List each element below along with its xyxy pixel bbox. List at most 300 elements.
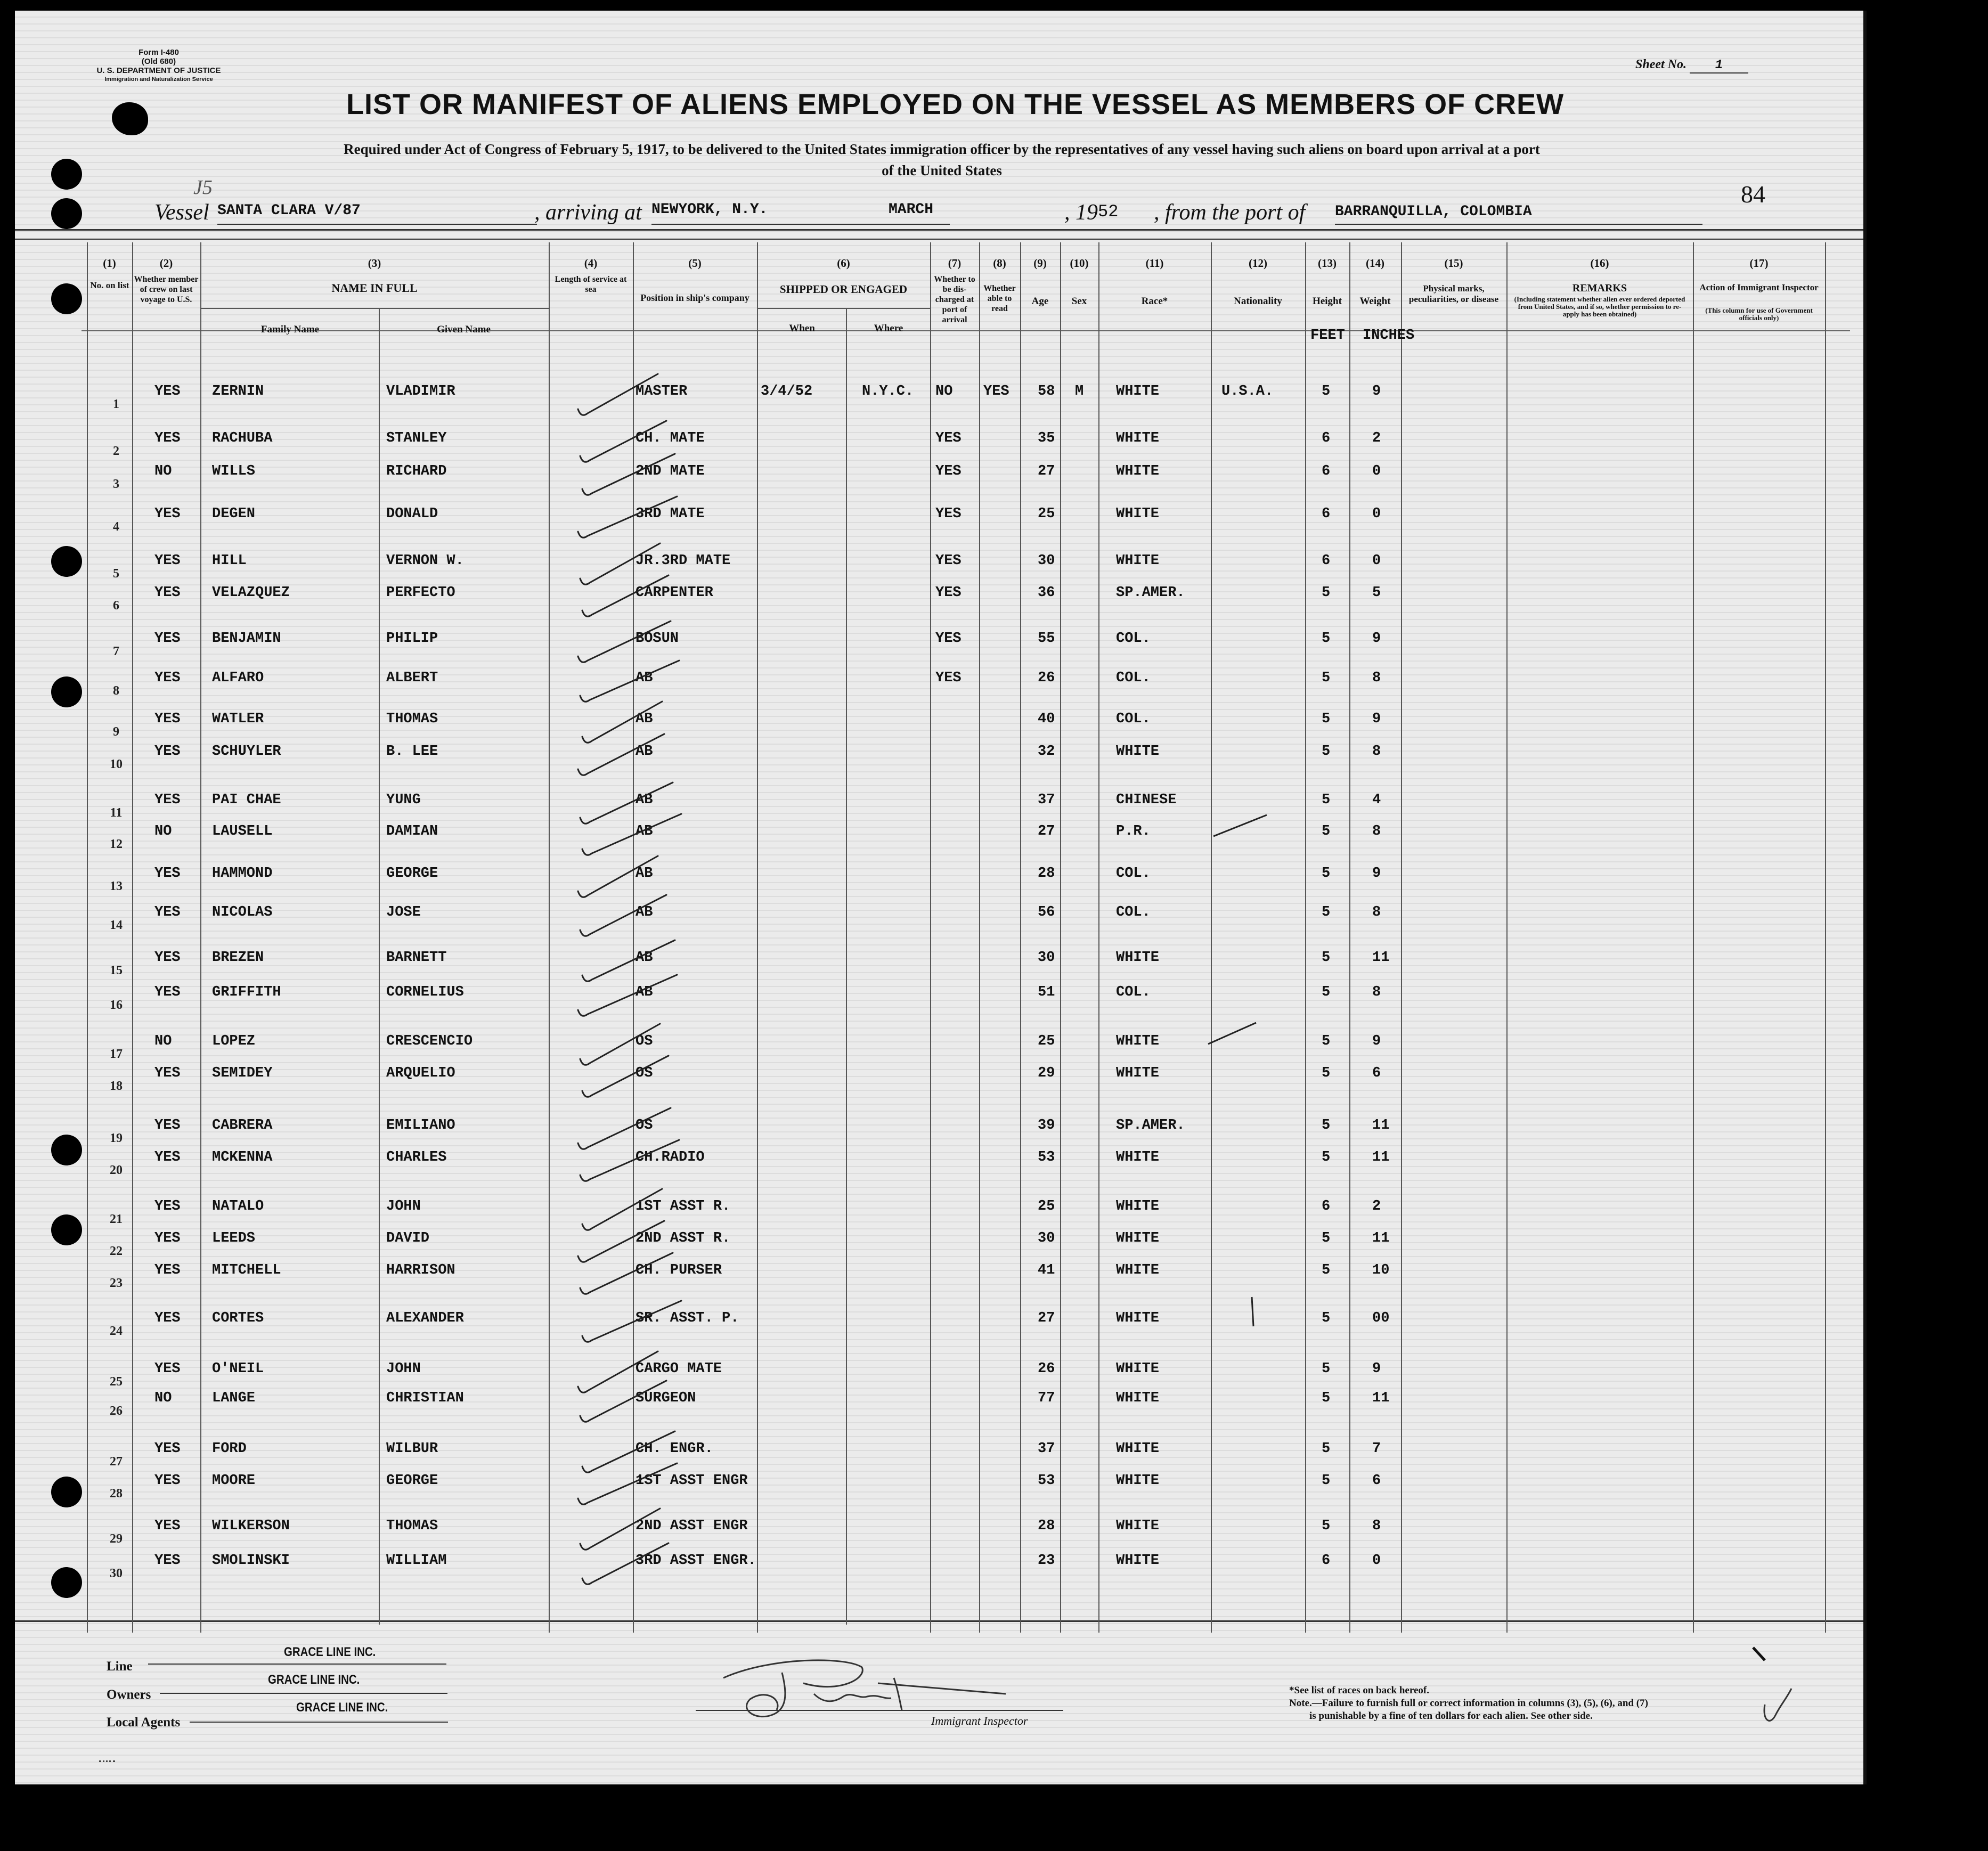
position: AB: [635, 904, 653, 920]
crew-row: [15, 1553, 1863, 1586]
position: CH. PURSER: [635, 1262, 722, 1278]
form-number: Form I-480: [138, 48, 179, 57]
race: WHITE: [1116, 1518, 1160, 1534]
weight-inches: 2: [1372, 1198, 1381, 1214]
race: CHINESE: [1116, 792, 1177, 808]
weight-inches: 5: [1372, 585, 1381, 601]
owners-underline: [160, 1693, 447, 1694]
crew-row: [15, 463, 1863, 496]
position: 1ST ASST ENGR: [635, 1473, 748, 1489]
height-feet: 5: [1322, 1441, 1331, 1457]
service-check-mark: [578, 1351, 658, 1392]
row-number: 8: [113, 684, 119, 698]
family-name: O'NEIL: [212, 1361, 264, 1377]
given-name: THOMAS: [386, 1518, 438, 1534]
row-number: 22: [110, 1244, 123, 1258]
weight-inches: 4: [1372, 792, 1381, 808]
row-number: 16: [110, 998, 123, 1012]
able-to-read: YES: [983, 384, 1009, 399]
height-feet: 5: [1322, 670, 1331, 686]
crew-row: [15, 585, 1863, 618]
service-check-mark: [580, 782, 673, 823]
vessel-name: SANTA CLARA V/87: [217, 202, 361, 219]
form-department: U. S. DEPARTMENT OF JUSTICE: [96, 66, 221, 75]
col-head-able-to-read: Whether able to read: [983, 284, 1016, 313]
service-check-mark: [582, 575, 669, 616]
given-name: DAVID: [386, 1230, 430, 1246]
2-last-voyage: YES: [154, 866, 181, 882]
row-number: 26: [110, 1404, 123, 1418]
given-name: PERFECTO: [386, 585, 455, 601]
col-head-action: Action of Immigrant Inspector: [1699, 282, 1819, 292]
family-name: HILL: [212, 553, 247, 569]
local-agents-label: Local Agents: [107, 1715, 181, 1730]
age: 53: [1038, 1149, 1055, 1165]
weight-inches: 8: [1372, 904, 1381, 920]
height-feet: 5: [1322, 744, 1331, 760]
inches-label: INCHES: [1363, 328, 1415, 344]
2-last-voyage: YES: [154, 1553, 181, 1569]
row-number: 17: [110, 1047, 123, 1061]
height-feet: 5: [1322, 1310, 1331, 1326]
crew-row: [15, 553, 1863, 586]
discharged: YES: [935, 670, 962, 686]
age: 55: [1038, 631, 1055, 647]
age: 27: [1038, 823, 1055, 839]
age: 77: [1038, 1390, 1055, 1406]
family-name: PAI CHAE: [212, 792, 281, 808]
race: COL.: [1116, 904, 1151, 920]
given-name: CORNELIUS: [386, 984, 464, 1000]
weight-inches: 8: [1372, 744, 1381, 760]
service-check-mark: [580, 1253, 673, 1294]
weight-inches: 11: [1372, 950, 1390, 966]
family-name: MCKENNA: [212, 1149, 273, 1165]
margin-mark-j5: J5: [193, 176, 213, 199]
position: AB: [635, 866, 653, 882]
service-check-mark: [578, 1108, 671, 1149]
col-head-when: When: [789, 323, 815, 334]
crew-row: [15, 1518, 1863, 1551]
crew-row: [15, 1310, 1863, 1343]
height-feet: 5: [1322, 631, 1331, 647]
weight-inches: 8: [1372, 984, 1381, 1000]
crew-row: [15, 792, 1863, 825]
family-name: DEGEN: [212, 506, 256, 522]
nationality: U.S.A.: [1221, 384, 1274, 399]
given-name: HARRISON: [386, 1262, 455, 1278]
height-feet: 5: [1322, 950, 1331, 966]
height-feet: 5: [1322, 866, 1331, 882]
race: WHITE: [1116, 430, 1160, 446]
arriving-label: , arriving at: [534, 200, 642, 225]
age: 37: [1038, 792, 1055, 808]
family-name: FORD: [212, 1441, 247, 1457]
2-last-voyage: YES: [154, 1361, 181, 1377]
race: WHITE: [1116, 384, 1160, 399]
position: CARGO MATE: [635, 1361, 722, 1377]
crew-row: [15, 1441, 1863, 1474]
crew-row: [15, 384, 1863, 417]
from-port-underline: [1335, 224, 1702, 225]
race: COL.: [1116, 866, 1151, 882]
manifest-sheet: [15, 11, 1863, 1784]
page-right-edge: [1863, 11, 1867, 1784]
position: AB: [635, 711, 653, 727]
height-feet: 5: [1322, 711, 1331, 727]
race: COL.: [1116, 631, 1151, 647]
col-head-height: Height: [1313, 296, 1342, 307]
weight-inches: 0: [1372, 553, 1381, 569]
position: AB: [635, 670, 653, 686]
service-check-mark: [578, 621, 671, 662]
weight-inches: 6: [1372, 1473, 1381, 1489]
row-number: 21: [110, 1212, 123, 1226]
row-number: 10: [110, 757, 123, 771]
race: WHITE: [1116, 1361, 1160, 1377]
col-head-name-in-full: NAME IN FULL: [331, 281, 418, 295]
sheet-no-label: Sheet No.: [1635, 58, 1686, 71]
given-name: DAMIAN: [386, 823, 438, 839]
crew-row: [15, 984, 1863, 1017]
height-feet: 5: [1322, 585, 1331, 601]
race: P.R.: [1116, 823, 1151, 839]
age: 36: [1038, 585, 1055, 601]
position: SURGEON: [635, 1390, 696, 1406]
2-last-voyage: YES: [154, 553, 181, 569]
row-number: 4: [113, 520, 119, 534]
col-num-13: (13): [1318, 257, 1337, 270]
vessel-label: Vessel: [154, 200, 209, 225]
weight-inches: 0: [1372, 506, 1381, 522]
service-check-mark: [580, 421, 666, 462]
service-check-mark: [582, 702, 662, 743]
table-top-rule: [15, 229, 1863, 231]
2-last-voyage: YES: [154, 631, 181, 647]
row-number: 7: [113, 645, 119, 658]
crew-row: [15, 506, 1863, 539]
given-name: CRESCENCIO: [386, 1033, 473, 1049]
age: 25: [1038, 1033, 1055, 1049]
service-check-mark: [582, 814, 681, 855]
family-name: MOORE: [212, 1473, 256, 1489]
service-check-mark: [578, 975, 677, 1016]
discharged: YES: [935, 585, 962, 601]
failure-note-2: is punishable by a fine of ten dollars for each alien. See other side.: [1309, 1710, 1593, 1722]
ink-blot: [112, 102, 148, 135]
crew-row: [15, 1149, 1863, 1183]
2-last-voyage: YES: [154, 670, 181, 686]
family-name: BENJAMIN: [212, 631, 281, 647]
feet-label: FEET: [1310, 328, 1345, 344]
given-name: WILLIAM: [386, 1553, 447, 1569]
row-number: 30: [110, 1567, 123, 1580]
crew-row: [15, 1361, 1863, 1394]
position: 2ND ASST ENGR: [635, 1518, 748, 1534]
weight-inches: 0: [1372, 1553, 1381, 1569]
race: WHITE: [1116, 1065, 1160, 1081]
height-feet: 5: [1322, 1149, 1331, 1165]
col-head-physical-marks: Physical marks, peculiarities, or disease: [1408, 283, 1499, 304]
height-feet: 5: [1322, 1230, 1331, 1246]
row-number: 11: [110, 806, 123, 820]
given-name: ALBERT: [386, 670, 438, 686]
row-number: 24: [110, 1324, 123, 1338]
col-num-7: (7): [948, 257, 962, 270]
given-name: STANLEY: [386, 430, 447, 446]
race: COL.: [1116, 711, 1151, 727]
crew-row: [15, 1033, 1863, 1066]
age: 37: [1038, 1441, 1055, 1457]
age: 26: [1038, 1361, 1055, 1377]
2-last-voyage: YES: [154, 1310, 181, 1326]
col-num-17: (17): [1749, 257, 1769, 270]
discharged: YES: [935, 430, 962, 446]
row-number: 23: [110, 1276, 123, 1290]
position: 2ND ASST R.: [635, 1230, 731, 1246]
subtitle-line-2: of the United States: [882, 162, 1002, 178]
family-name: LOPEZ: [212, 1033, 256, 1049]
row-number: 5: [113, 567, 119, 581]
owners-value: GRACE LINE INC.: [268, 1673, 360, 1687]
col-head-remarks-sub: (Including statement whether alien ever ordered deported from United States, and if so, whether permission to re-apply has been obtained): [1514, 295, 1685, 318]
row-number: 28: [110, 1487, 123, 1501]
inspector-underline: [696, 1710, 1063, 1711]
col-head-where: Where: [874, 323, 903, 334]
sheet-no-value: 1: [1690, 58, 1748, 74]
2-last-voyage: YES: [154, 384, 181, 399]
row-number: 27: [110, 1455, 123, 1469]
punch-hole: [51, 198, 82, 229]
service-check-mark: [582, 940, 675, 981]
service-check-marks: [549, 352, 772, 1598]
given-name: THOMAS: [386, 711, 438, 727]
weight-inches: 8: [1372, 1518, 1381, 1534]
age: 51: [1038, 984, 1055, 1000]
age: 23: [1038, 1553, 1055, 1569]
arrival-year: [1064, 200, 1118, 225]
family-name: SCHUYLER: [212, 744, 281, 760]
table-bottom-rule: [15, 1620, 1863, 1622]
position: BOSUN: [635, 631, 679, 647]
document-subtitle: [164, 138, 1720, 181]
position: CH. ENGR.: [635, 1441, 713, 1457]
col-head-remarks: REMARKS: [1572, 282, 1627, 294]
position: 2ND MATE: [635, 463, 705, 479]
form-service: Immigration and Naturalization Service: [104, 76, 213, 83]
height-feet: 5: [1322, 1390, 1331, 1406]
race: WHITE: [1116, 463, 1160, 479]
weight-inches: 11: [1372, 1230, 1390, 1246]
row-number: 13: [110, 879, 123, 893]
col-num-16: (16): [1590, 257, 1609, 270]
age: 58: [1038, 384, 1055, 399]
family-name: ALFARO: [212, 670, 264, 686]
race: WHITE: [1116, 1230, 1160, 1246]
position: 1ST ASST R.: [635, 1198, 731, 1214]
weight-inches: 10: [1372, 1262, 1390, 1278]
given-name: RICHARD: [386, 463, 447, 479]
col-head-family-name: Family Name: [260, 324, 320, 335]
2-last-voyage: YES: [154, 506, 181, 522]
race: WHITE: [1116, 1553, 1160, 1569]
service-check-mark: [578, 1221, 664, 1262]
race: WHITE: [1116, 1390, 1160, 1406]
family-name: LEEDS: [212, 1230, 256, 1246]
2-last-voyage: YES: [154, 984, 181, 1000]
discharged: YES: [935, 553, 962, 569]
height-feet: 5: [1322, 1033, 1331, 1049]
weight-inches: 9: [1372, 1361, 1381, 1377]
service-check-mark: [578, 496, 677, 537]
position: 3RD ASST ENGR.: [635, 1553, 756, 1569]
crew-row: [15, 823, 1863, 857]
height-feet: 5: [1322, 1518, 1331, 1534]
race: WHITE: [1116, 1198, 1160, 1214]
height-feet: 5: [1322, 823, 1331, 839]
age: 29: [1038, 1065, 1055, 1081]
position: CH. MATE: [635, 430, 705, 446]
age: 32: [1038, 744, 1055, 760]
2-last-voyage: YES: [154, 1198, 181, 1214]
col-head-age: Age: [1031, 296, 1049, 307]
agents-underline: [190, 1722, 448, 1723]
family-name: LAUSELL: [212, 823, 273, 839]
form-number-block: [95, 48, 223, 84]
col-head-shipped: SHIPPED OR ENGAGED: [779, 283, 908, 296]
row-number: 14: [110, 918, 123, 932]
col-num-4: (4): [584, 257, 598, 270]
row-number: 19: [110, 1131, 123, 1145]
crew-row: [15, 866, 1863, 899]
height-feet: 6: [1322, 1198, 1331, 1214]
race: SP.AMER.: [1116, 585, 1185, 601]
col-head-action-sub: (This column for use of Government officials only): [1705, 306, 1813, 322]
position: OS: [635, 1065, 653, 1081]
position: CARPENTER: [635, 585, 713, 601]
position: SR. ASST. P.: [635, 1310, 739, 1326]
col-head-race: Race*: [1141, 296, 1168, 307]
2-last-voyage: YES: [154, 1230, 181, 1246]
subtitle-line-1: Required under Act of Congress of February 5, 1917, to be delivered to the United States immigration officer by the representatives of any vessel having such aliens on board upon arrival at a port: [344, 141, 1540, 157]
weight-inches: 11: [1372, 1390, 1390, 1406]
crew-row: [15, 1230, 1863, 1263]
given-name: ALEXANDER: [386, 1310, 464, 1326]
given-name: VLADIMIR: [386, 384, 455, 399]
age: 27: [1038, 463, 1055, 479]
crew-row: [15, 1065, 1863, 1098]
age: 56: [1038, 904, 1055, 920]
2-last-voyage: YES: [154, 904, 181, 920]
height-feet: 6: [1322, 1553, 1331, 1569]
2-last-voyage: YES: [154, 792, 181, 808]
2-last-voyage: NO: [154, 823, 172, 839]
age: 30: [1038, 950, 1055, 966]
age: 26: [1038, 670, 1055, 686]
2-last-voyage: NO: [154, 463, 172, 479]
row-number: 20: [110, 1163, 123, 1177]
col-head-weight: Weight: [1359, 296, 1391, 307]
inspector-label: Immigrant Inspector: [931, 1714, 1028, 1727]
col-head-no-on-list: No. on list: [90, 280, 129, 290]
weight-inches: 11: [1372, 1118, 1390, 1134]
weight-inches: 8: [1372, 823, 1381, 839]
height-feet: 5: [1322, 904, 1331, 920]
race: WHITE: [1116, 1033, 1160, 1049]
2-last-voyage: YES: [154, 585, 181, 601]
weight-inches: 11: [1372, 1149, 1390, 1165]
service-check-mark: [578, 374, 658, 415]
position: AB: [635, 744, 653, 760]
col-num-11: (11): [1145, 257, 1164, 270]
row-number: 1: [113, 397, 119, 411]
height-feet: 6: [1322, 463, 1331, 479]
age: 40: [1038, 711, 1055, 727]
arrival-port: NEWYORK, N.Y.: [651, 201, 768, 218]
height-feet: 5: [1322, 1065, 1331, 1081]
col-head-nationality: Nationality: [1234, 296, 1282, 307]
sex: M: [1075, 384, 1084, 399]
year-suffix: 52: [1098, 202, 1119, 222]
race: SP.AMER.: [1116, 1118, 1185, 1134]
2-last-voyage: YES: [154, 1441, 181, 1457]
given-name: ARQUELIO: [386, 1065, 455, 1081]
age: 30: [1038, 553, 1055, 569]
family-name: NATALO: [212, 1198, 264, 1214]
col-head-given-name: Given Name: [437, 324, 491, 335]
row-number: 2: [113, 444, 119, 458]
crew-row: [15, 711, 1863, 744]
col-head-last-voyage: Whether member of crew on last voyage to U.S.: [134, 275, 199, 304]
2-last-voyage: YES: [154, 430, 181, 446]
line-label: Line: [107, 1659, 133, 1674]
age: 25: [1038, 1198, 1055, 1214]
given-name: VERNON W.: [386, 553, 464, 569]
crew-row: [15, 631, 1863, 664]
row-number: 12: [110, 837, 123, 851]
race: WHITE: [1116, 1310, 1160, 1326]
age: 41: [1038, 1262, 1055, 1278]
given-name: JOHN: [386, 1361, 421, 1377]
row-number: 15: [110, 964, 123, 977]
weight-inches: 9: [1372, 711, 1381, 727]
family-name: MITCHELL: [212, 1262, 281, 1278]
races-note: *See list of races on back hereof.: [1289, 1685, 1429, 1696]
given-name: DONALD: [386, 506, 438, 522]
page-number: 84: [1741, 181, 1765, 208]
line-value: GRACE LINE INC.: [284, 1645, 376, 1659]
row-number: 9: [113, 725, 119, 739]
weight-inches: 7: [1372, 1441, 1381, 1457]
stamp-mark: [99, 1760, 115, 1773]
punch-hole: [51, 159, 82, 190]
crew-row: [15, 430, 1863, 463]
row-number: 18: [110, 1079, 123, 1093]
family-name: ZERNIN: [212, 384, 264, 399]
given-name: EMILIANO: [386, 1118, 455, 1134]
family-name: BREZEN: [212, 950, 264, 966]
race: WHITE: [1116, 553, 1160, 569]
service-check-mark: [580, 1024, 660, 1065]
crew-row: [15, 1118, 1863, 1151]
discharged: NO: [935, 384, 953, 399]
vessel-underline: [217, 224, 537, 225]
weight-inches: 2: [1372, 430, 1381, 446]
2-last-voyage: YES: [154, 1118, 181, 1134]
race: WHITE: [1116, 1262, 1160, 1278]
col-num-9: (9): [1033, 257, 1047, 270]
race: COL.: [1116, 670, 1151, 686]
